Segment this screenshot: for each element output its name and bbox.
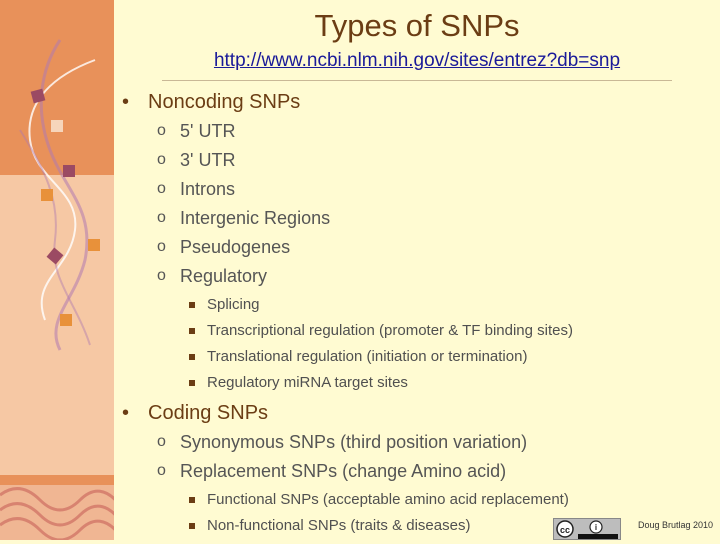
bullet-label: Noncoding SNPs bbox=[148, 91, 301, 113]
circle-bullet-icon: o bbox=[157, 209, 166, 226]
by-badge-text: i bbox=[594, 523, 598, 532]
circle-bullet-icon: o bbox=[157, 267, 166, 284]
square-bullet-icon bbox=[189, 497, 195, 503]
list-item-label: Synonymous SNPs (third position variation) bbox=[180, 432, 528, 452]
list-item-label: Intergenic Regions bbox=[180, 208, 331, 228]
bullet-label: Coding SNPs bbox=[148, 402, 269, 424]
ncbi-snp-link[interactable]: http://www.ncbi.nlm.nih.gov/sites/entrez?db=snp bbox=[213, 50, 621, 71]
bullet-dot-icon: • bbox=[122, 91, 130, 113]
list-item-label: Replacement SNPs (change Amino acid) bbox=[180, 461, 507, 481]
creative-commons-badge[interactable] bbox=[553, 518, 621, 540]
circle-bullet-icon: o bbox=[157, 180, 166, 197]
sub-list-item-label: Transcriptional regulation (promoter & TF binding sites) bbox=[207, 322, 573, 339]
list-item-label: 5' UTR bbox=[180, 121, 236, 141]
circle-bullet-icon: o bbox=[157, 151, 166, 168]
sub-list-item-label: Splicing bbox=[207, 296, 260, 313]
square-bullet-icon bbox=[189, 523, 195, 529]
list-item-label: 3' UTR bbox=[180, 150, 236, 170]
circle-bullet-icon: o bbox=[157, 462, 166, 479]
bullet-dot-icon: • bbox=[122, 402, 130, 424]
sub-list-item-label: Translational regulation (initiation or termination) bbox=[207, 348, 528, 365]
sub-list-item-label: Functional SNPs (acceptable amino acid replacement) bbox=[207, 491, 569, 508]
circle-bullet-icon: o bbox=[157, 238, 166, 255]
list-item-label: Introns bbox=[180, 179, 236, 199]
author-credit: Doug Brutlag 2010 bbox=[638, 520, 714, 530]
sub-list-item-label: Non-functional SNPs (traits & diseases) bbox=[207, 517, 471, 534]
square-bullet-icon bbox=[189, 328, 195, 334]
cc-license-icon bbox=[554, 519, 620, 539]
circle-bullet-icon: o bbox=[157, 122, 166, 139]
square-bullet-icon bbox=[189, 380, 195, 386]
sub-list-item-label: Regulatory miRNA target sites bbox=[207, 374, 408, 391]
slide-title: Types of SNPs bbox=[314, 8, 520, 43]
square-bullet-icon bbox=[189, 354, 195, 360]
square-bullet-icon bbox=[189, 302, 195, 308]
list-item-label: Pseudogenes bbox=[180, 237, 291, 257]
list-item-label: Regulatory bbox=[180, 266, 268, 286]
cc-badge-text: cc bbox=[559, 525, 571, 535]
circle-bullet-icon: o bbox=[157, 433, 166, 450]
